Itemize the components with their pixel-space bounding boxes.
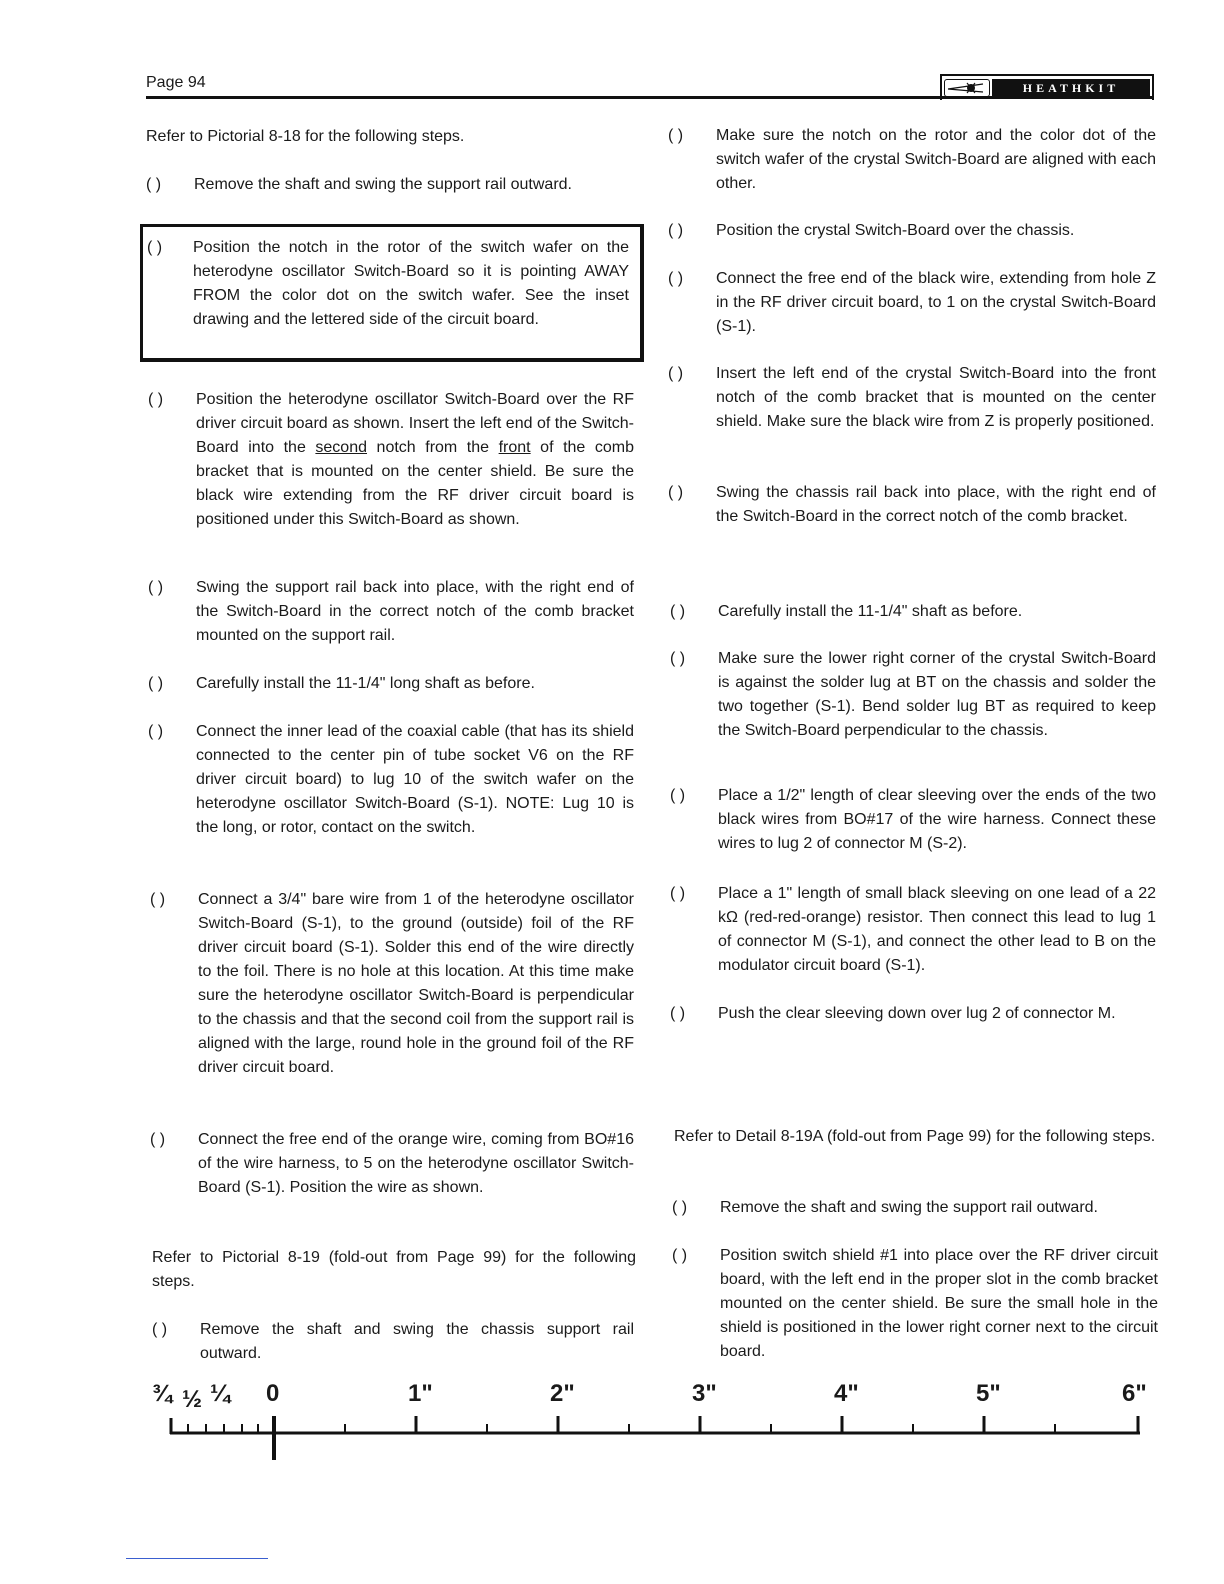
step-text: Place a 1" length of small black sleeving on one lead of a 22 kΩ (red-red-orange) resistor. Then connect this lead to lug 1 of connector M (S-1), and connect the other lead to B on the modulator circuit board (S-1). <box>718 885 1156 974</box>
checkbox[interactable]: ( ) <box>148 391 164 408</box>
left-intro-2: Refer to Pictorial 8-19 (fold-out from Page 99) for the following steps. <box>152 1249 636 1290</box>
step-text: Push the clear sleeving down over lug 2 of connector M. <box>718 1005 1116 1022</box>
ruler-label-0: 0 <box>266 1380 280 1407</box>
step-swing-chassis-rail <box>668 481 1156 529</box>
step-clear-sleeving <box>670 784 1156 856</box>
ruler-label-5: 5" <box>976 1380 1001 1407</box>
right-column <box>668 124 1160 1374</box>
checkbox[interactable]: ( ) <box>670 1005 686 1022</box>
step-text: Make sure the notch on the rotor and the color dot of the switch wafer of the crystal Switch-Board are aligned with each other. <box>716 127 1156 192</box>
step-solder-lug <box>670 647 1156 743</box>
step-position-notch <box>147 236 629 332</box>
step-remove-shaft <box>146 173 638 197</box>
ruler-label-2: 2" <box>550 1380 575 1407</box>
page-number: Page 94 <box>146 74 206 91</box>
step-text: Position the crystal Switch-Board over the chassis. <box>716 222 1075 239</box>
ruler-label-half: ½ <box>182 1386 203 1413</box>
step-text: Connect the free end of the orange wire, coming from BO#16 of the wire harness, to 5 on the heterodyne oscillator Switch-Board (S-1). Position the wire as shown. <box>198 1131 634 1196</box>
header-rule <box>146 96 1154 99</box>
ruler-label-1: 1" <box>408 1380 433 1407</box>
step-text: Carefully install the 11-1/4" long shaft as before. <box>196 675 535 692</box>
ruler-label-3: 3" <box>692 1380 717 1407</box>
step-remove-chassis-shaft <box>152 1318 634 1366</box>
checkbox[interactable]: ( ) <box>668 270 684 287</box>
checkbox[interactable]: ( ) <box>672 1199 688 1216</box>
step-text: Carefully install the 11-1/4" shaft as before. <box>718 603 1023 620</box>
boxed-step <box>140 224 644 362</box>
ruler-scale <box>140 1380 1170 1480</box>
left-intro: Refer to Pictorial 8-18 for the following steps. <box>146 128 465 145</box>
step-resistor <box>670 882 1156 978</box>
step-text: Swing the support rail back into place, with the right end of the Switch-Board in the correct notch of the comb bracket mounted on the support rail. <box>196 579 634 644</box>
step-text: Insert the left end of the crystal Switch-Board into the front notch of the comb bracket that is mounted on the center shield. Make sure the black wire from Z is properly positioned. <box>716 365 1156 430</box>
step-align-notch <box>668 124 1156 196</box>
checkbox[interactable]: ( ) <box>670 650 686 667</box>
step-bare-wire <box>150 888 634 1080</box>
step-text: Remove the shaft and swing the support rail outward. <box>194 176 572 193</box>
step-text: Swing the chassis rail back into place, with the right end of the Switch-Board in the correct notch of the comb bracket. <box>716 484 1156 525</box>
inch-ruler <box>140 1380 1170 1480</box>
checkbox[interactable]: ( ) <box>147 239 163 256</box>
step-black-wire <box>668 267 1156 339</box>
step-text: Connect a 3/4" bare wire from 1 of the heterodyne oscillator Switch-Board (S-1), to the ground (outside) foil of the RF driver circuit board (S-1). Solder this end of the wire directly to the foil. There is no hole at this location. At this time make sure the heterodyne oscillator Switch-Board is perpendicular to the chassis and that the second coil from the support rail is aligned with the large, round hole in the ground foil of the RF driver circuit board. <box>198 891 634 1076</box>
checkbox[interactable]: ( ) <box>670 603 686 620</box>
step-text: Make sure the lower right corner of the crystal Switch-Board is against the solder lug at BT on the chassis and solder the two together (S-1). Bend solder lug BT as required to keep the Switch-Board perpendicular to the chassis. <box>718 650 1156 739</box>
step-insert-crystal <box>668 362 1156 434</box>
step-position-shield <box>672 1244 1158 1364</box>
left-column <box>146 124 638 1374</box>
checkbox[interactable]: ( ) <box>148 675 164 692</box>
checkbox[interactable]: ( ) <box>150 1131 166 1148</box>
ruler-label-quarter: ¼ <box>210 1380 231 1407</box>
step-text: Remove the shaft and swing the chassis support rail outward. <box>200 1321 634 1362</box>
step-text: Remove the shaft and swing the support rail outward. <box>720 1199 1098 1216</box>
checkbox[interactable]: ( ) <box>670 885 686 902</box>
ruler-label-6: 6" <box>1122 1380 1147 1407</box>
step-push-sleeving <box>670 1002 1156 1026</box>
step-orange-wire <box>150 1128 634 1200</box>
step-text: Position switch shield #1 into place over the RF driver circuit board, with the left end in the proper slot in the comb bracket mounted on the center shield. Be sure the small hole in the shield is positioned in the lower right corner next to the circuit board. <box>720 1247 1158 1360</box>
heathkit-mark-icon <box>944 79 990 97</box>
checkbox[interactable]: ( ) <box>146 176 162 193</box>
ruler-label-4: 4" <box>834 1380 859 1407</box>
step-text: Position the heterodyne oscillator Switch-Board over the RF driver circuit board as shown. Insert the left end of the Switch-Board into the second notch from the front of the comb bracket that is mounted on the center shield. Be sure the black wire extending from the RF driver circuit board is positioned under this Switch-Board as shown. <box>196 391 634 528</box>
checkbox[interactable]: ( ) <box>668 222 684 239</box>
step-position-crystal <box>668 219 1156 243</box>
checkbox[interactable]: ( ) <box>668 127 684 144</box>
checkbox[interactable]: ( ) <box>670 787 686 804</box>
checkbox[interactable]: ( ) <box>152 1321 168 1338</box>
checkbox[interactable]: ( ) <box>148 723 164 740</box>
step-install-shaft <box>148 672 634 696</box>
step-text: Position the notch in the rotor of the switch wafer on the heterodyne oscillator Switch-Board so it is pointing AWAY FROM the color dot on the switch wafer. See the inset drawing and the lettered side of the circuit board. <box>193 239 629 328</box>
right-intro: Refer to Detail 8-19A (fold-out from Page 99) for the following steps. <box>674 1128 1156 1145</box>
ruler-label-three-quarter: ¾ <box>152 1380 173 1407</box>
step-connect-coax <box>148 720 634 840</box>
brand-name: HEATHKIT <box>992 79 1150 97</box>
checkbox[interactable]: ( ) <box>668 484 684 501</box>
checkbox[interactable]: ( ) <box>672 1247 688 1264</box>
checkbox[interactable]: ( ) <box>668 365 684 382</box>
footer-rule <box>126 1558 268 1559</box>
step-position-switchboard <box>148 388 634 532</box>
checkbox[interactable]: ( ) <box>148 579 164 596</box>
checkbox[interactable]: ( ) <box>150 891 166 908</box>
step-text: Connect the inner lead of the coaxial cable (that has its shield connected to the center pin of tube socket V6 on the RF driver circuit board) to lug 10 of the switch wafer on the heterodyne oscillator Switch-Board (S-1). NOTE: Lug 10 is the long, or rotor, contact on the switch. <box>196 723 634 836</box>
step-install-shaft-2 <box>670 600 1156 624</box>
step-remove-shaft-3 <box>672 1196 1158 1220</box>
step-text: Place a 1/2" length of clear sleeving over the ends of the two black wires from BO#17 of the wire harness. Connect these wires to lug 2 of connector M (S-2). <box>718 787 1156 852</box>
step-text: Connect the free end of the black wire, extending from hole Z in the RF driver circuit board, to 1 on the crystal Switch-Board (S-1). <box>716 270 1156 335</box>
step-swing-rail <box>148 576 634 648</box>
